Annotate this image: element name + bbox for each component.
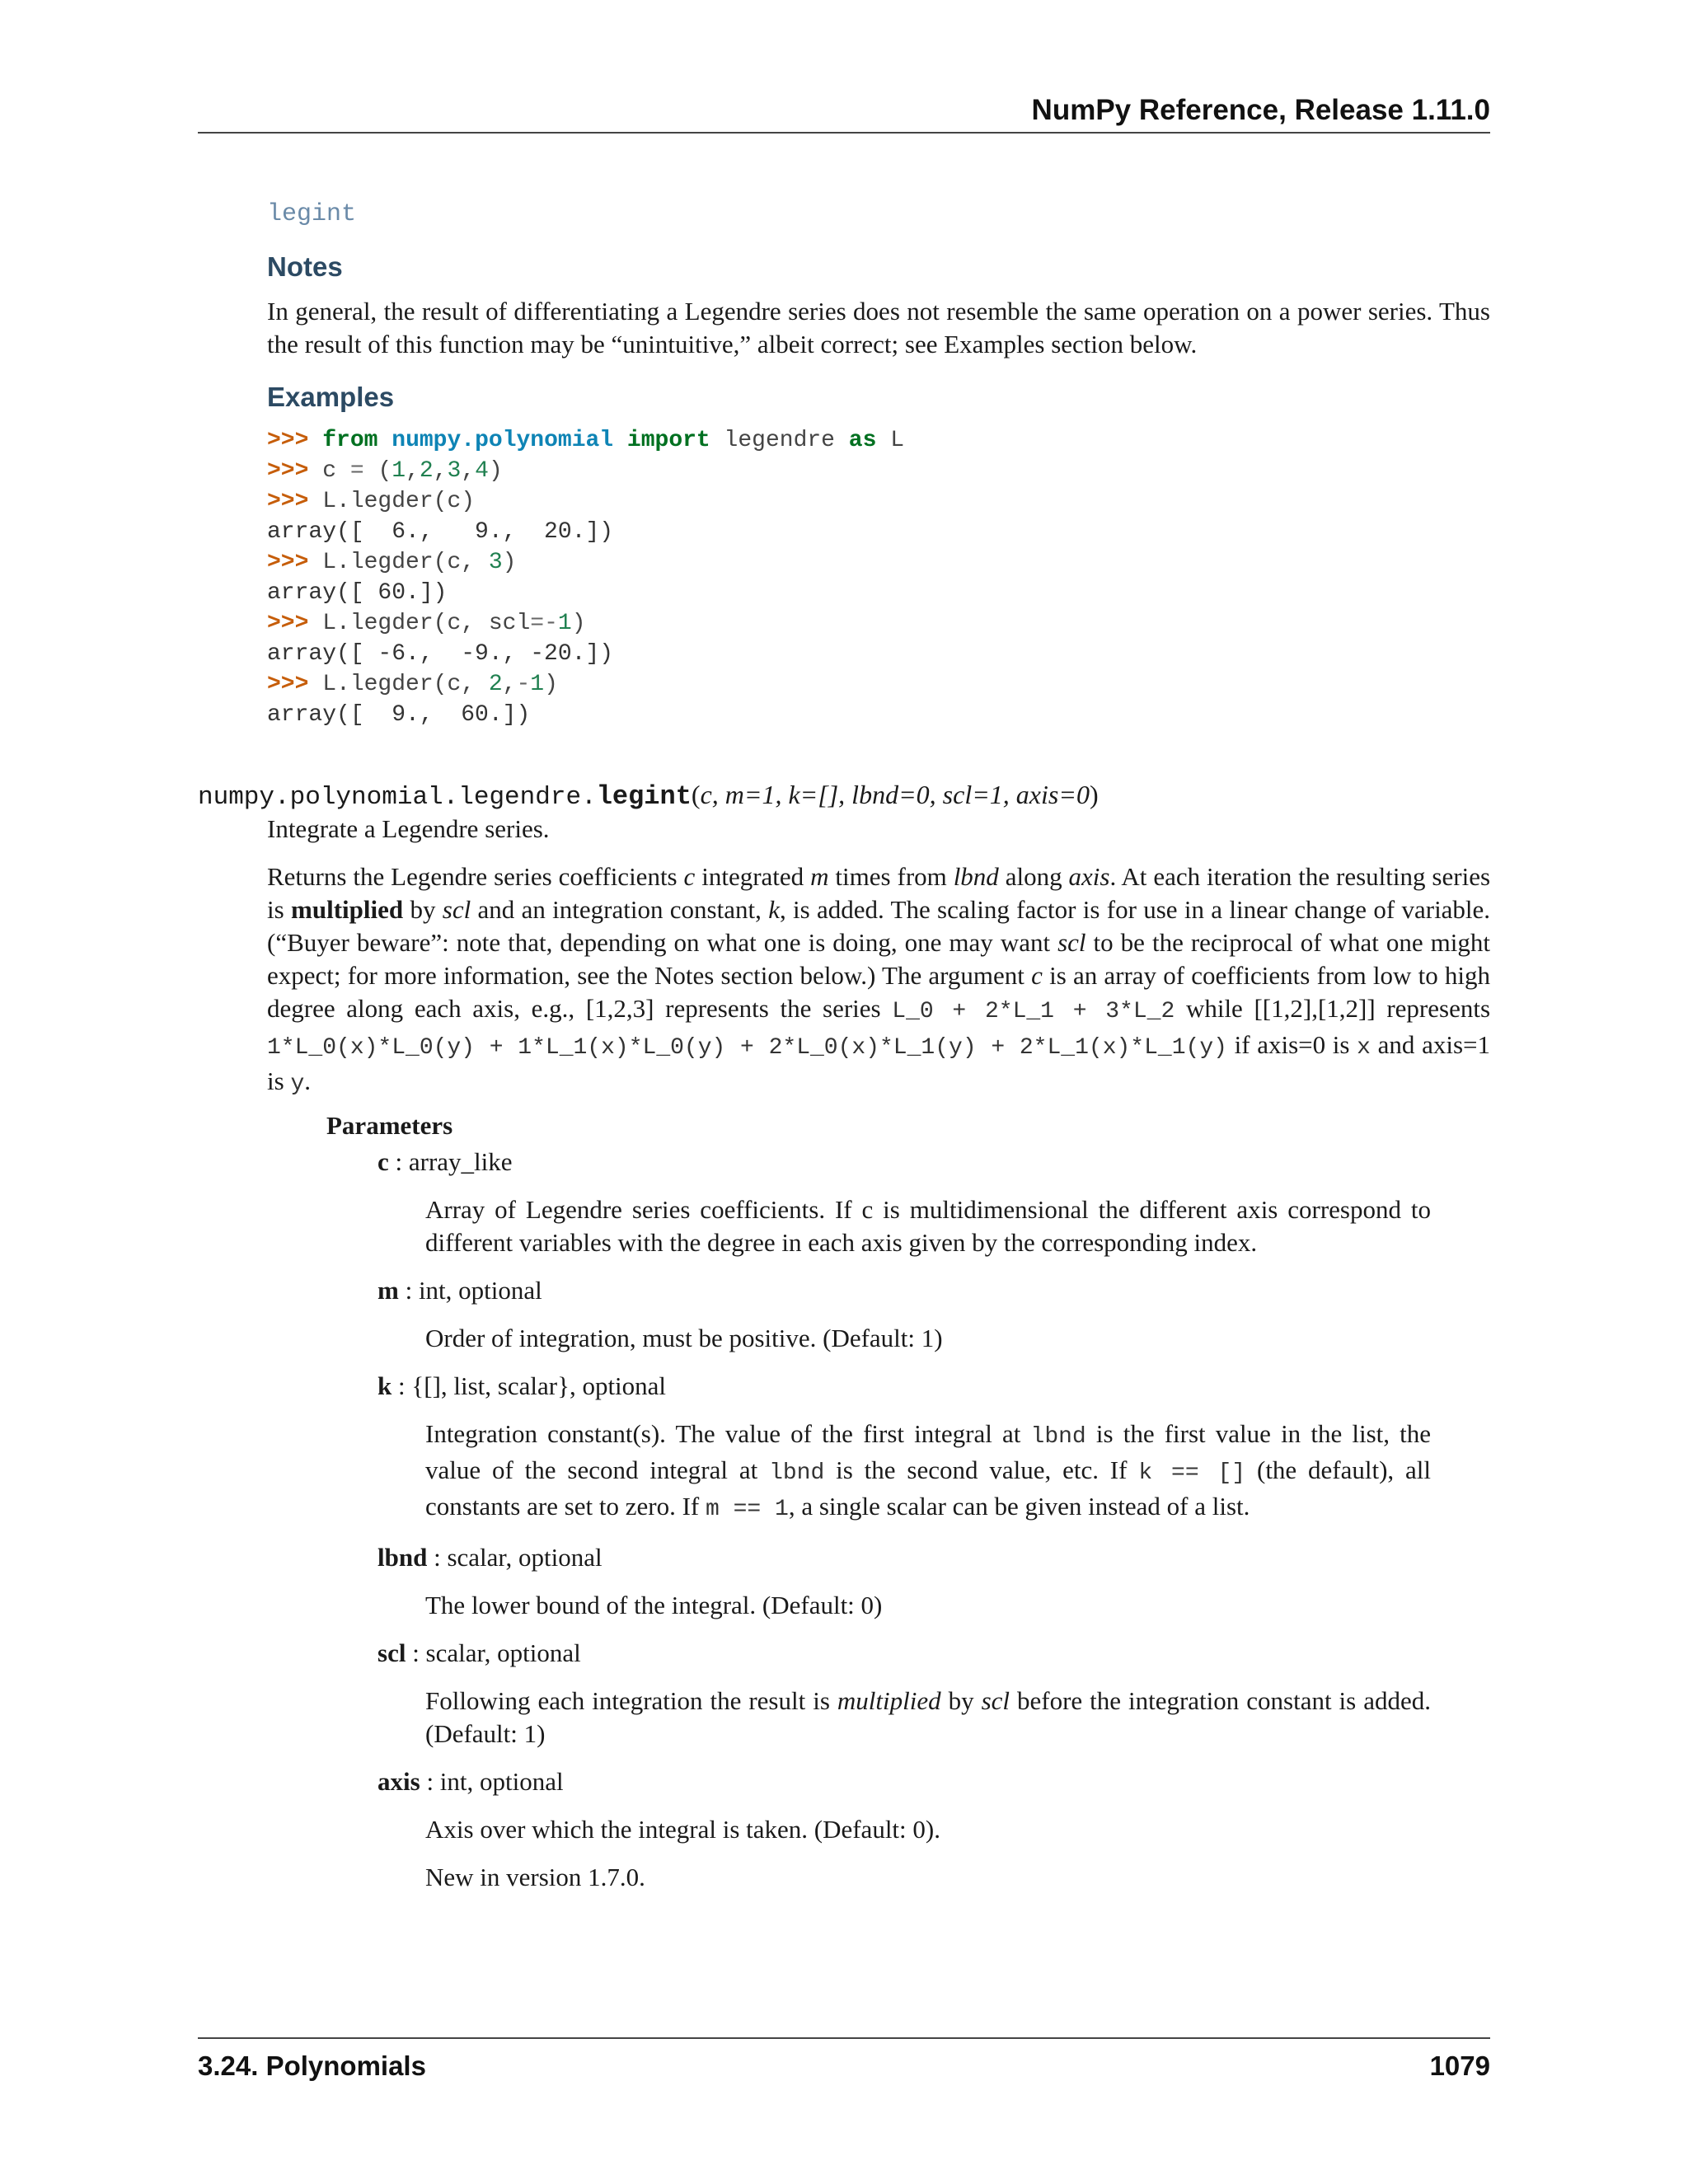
param-name: axis bbox=[377, 1767, 420, 1796]
legint-description bbox=[267, 813, 1490, 1116]
param-desc: Integration constant(s). The value of the first integral at lbnd is the first value in the list, the value of the second integral at lbnd is the second value, etc. If k == [] (the default), all constants are set to zero. If m == 1, a single scalar can be given instead of a list. bbox=[425, 1419, 1432, 1522]
param-name: m bbox=[377, 1276, 399, 1305]
param-name: lbnd bbox=[377, 1543, 428, 1572]
param-k: k : {[], list, scalar}, optional Integration constant(s). The value of the first integral at lbnd is the first value in the list, the value of the second integral at lbnd is the second value, etc. If k == [] (the default), all constants are set to zero. If m == 1, a single scalar can be given instead of a list. bbox=[377, 1370, 1431, 1526]
param-desc: Axis over which the integral is taken. (Default: 0). bbox=[425, 1815, 940, 1844]
see-also-link-legint[interactable]: legint bbox=[267, 200, 357, 228]
param-desc: Following each integration the result is multiplied by scl before the integration constant is added. (Default: 1) bbox=[425, 1686, 1431, 1748]
param-lbnd: lbnd : scalar, optional The lower bound of the integral. (Default: 0) bbox=[377, 1541, 1431, 1622]
signature-params: c, m=1, k=[], lbnd=0, scl=1, axis=0 bbox=[700, 780, 1090, 809]
param-scl: scl : scalar, optional Following each integration the result is multiplied by scl before the integration constant is added. (Default: 1) bbox=[377, 1637, 1431, 1750]
param-c: c : array_like Array of Legendre series coefficients. If c is multidimensional the different axis correspond to different variables with the degree in each axis given by the corresponding index. bbox=[377, 1146, 1431, 1259]
param-name: scl bbox=[377, 1638, 406, 1667]
param-axis: axis : int, optional Axis over which the integral is taken. (Default: 0). New in version 1.7.0. bbox=[377, 1765, 1431, 1894]
param-desc: The lower bound of the integral. (Default: 0) bbox=[425, 1591, 883, 1619]
page-header bbox=[198, 89, 1490, 134]
version-note: New in version 1.7.0. bbox=[425, 1863, 645, 1891]
page-footer bbox=[198, 2037, 1490, 2081]
signature-module: numpy.polynomial.legendre. bbox=[198, 783, 597, 812]
notes-heading: Notes bbox=[267, 251, 343, 282]
legint-long-description: Returns the Legendre series coefficients c integrated m times from lbnd along axis. At each iteration the resulting series is multiplied by scl and an integration constant, k, is added. The scaling factor is for use in a linear change of variable. (“Buyer beware”: note that, depending on what one is doing, one may want scl to be the reciprocal of what one might expect; for more information, see the Notes section below.) The argument c is an array of coefficients from low to high degree along each axis, e.g., [1,2,3] represents the series L_0 + 2*L_1 + 3*L_2 while [[1,2],[1,2]] represents 1*L_0(x)*L_0(y) + 1*L_1(x)*L_0(y) + 2*L_0(x)*L_1(y) + 2*L_1(x)*L_1(y) if axis=0 is x and axis=1 is y. bbox=[267, 862, 1491, 1097]
param-name: k bbox=[377, 1371, 392, 1400]
footer-page-number: 1079 bbox=[1429, 2050, 1490, 2081]
legint-signature: numpy.polynomial.legendre.legint(c, m=1, k=[], lbnd=0, scl=1, axis=0) bbox=[198, 780, 1099, 812]
param-name: c bbox=[377, 1147, 389, 1176]
parameters-section bbox=[326, 1109, 1431, 1909]
footer-section: 3.24. Polynomials bbox=[198, 2050, 426, 2081]
examples-heading: Examples bbox=[267, 382, 395, 412]
document-page bbox=[198, 0, 1490, 2184]
signature-function-name: legint bbox=[596, 781, 692, 812]
legder-doc-tail bbox=[267, 198, 1490, 738]
parameters-label: Parameters bbox=[326, 1111, 453, 1140]
header-title: NumPy Reference, Release 1.11.0 bbox=[1031, 94, 1490, 126]
notes-text: In general, the result of differentiating a Legendre series does not resemble the same operation on a power series. Thus the result of this function may be “unintuitive,” albeit correct; see Examples section below. bbox=[267, 297, 1490, 359]
examples-code-block: >>> from numpy.polynomial import legendre as L >>> c = (1,2,3,4) >>> L.legder(c) array([ 6., 9., 20.]) >>> L.legder(c, 3) array([ 60.]) >>> L.legder(c, scl=-1) array([ -6., -9., -20.]) >>> L.legder(c, 2,-1) array([ 9., 60.]) bbox=[267, 428, 904, 728]
param-desc: Array of Legendre series coefficients. If c is multidimensional the different axis correspond to different variables with the degree in each axis given by the corresponding index. bbox=[425, 1195, 1431, 1257]
legint-summary: Integrate a Legendre series. bbox=[267, 814, 550, 843]
param-m: m : int, optional Order of integration, must be positive. (Default: 1) bbox=[377, 1274, 1431, 1355]
param-desc: Order of integration, must be positive. (Default: 1) bbox=[425, 1324, 943, 1352]
